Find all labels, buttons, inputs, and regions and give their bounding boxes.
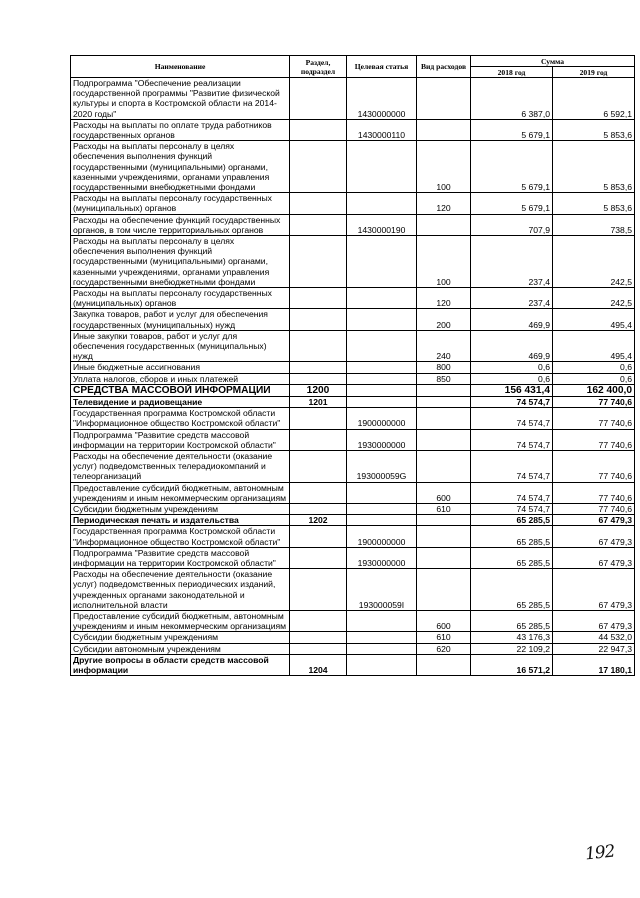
row-2019-cell: 495,4 bbox=[553, 309, 635, 330]
row-target-cell bbox=[347, 384, 417, 396]
row-section-cell bbox=[290, 569, 347, 611]
row-section-cell: 1204 bbox=[290, 654, 347, 675]
row-section-cell bbox=[290, 526, 347, 547]
row-target-cell: 1430000190 bbox=[347, 214, 417, 235]
row-kind-cell: 100 bbox=[417, 236, 471, 288]
row-name-cell: Субсидии автономным учреждениям bbox=[71, 643, 290, 654]
row-2019-cell: 5 853,6 bbox=[553, 119, 635, 140]
row-target-cell bbox=[347, 643, 417, 654]
row-2019-cell: 242,5 bbox=[553, 288, 635, 309]
row-section-cell: 1201 bbox=[290, 396, 347, 407]
row-2019-cell: 67 479,3 bbox=[553, 610, 635, 631]
row-section-cell bbox=[290, 330, 347, 362]
row-kind-cell: 240 bbox=[417, 330, 471, 362]
row-2018-cell: 74 574,7 bbox=[471, 408, 553, 429]
row-2019-cell: 0,6 bbox=[553, 362, 635, 373]
table-row bbox=[71, 643, 635, 654]
row-target-cell: 1900000000 bbox=[347, 526, 417, 547]
header-year-2019: 2019 год bbox=[553, 67, 635, 78]
row-2019-cell: 5 853,6 bbox=[553, 141, 635, 193]
row-2018-cell: 0,6 bbox=[471, 362, 553, 373]
row-2019-cell: 77 740,6 bbox=[553, 503, 635, 514]
row-2019-cell: 77 740,6 bbox=[553, 482, 635, 503]
header-sum: Сумма bbox=[471, 56, 635, 67]
row-section-cell bbox=[290, 193, 347, 214]
row-2018-cell: 5 679,1 bbox=[471, 119, 553, 140]
row-2019-cell: 242,5 bbox=[553, 236, 635, 288]
row-2018-cell: 16 571,2 bbox=[471, 654, 553, 675]
row-kind-cell: 850 bbox=[417, 373, 471, 384]
row-target-cell bbox=[347, 236, 417, 288]
row-2018-cell: 469,9 bbox=[471, 330, 553, 362]
table-row bbox=[71, 569, 635, 611]
row-2019-cell: 5 853,6 bbox=[553, 193, 635, 214]
row-section-cell bbox=[290, 632, 347, 643]
header-year-2018: 2018 год bbox=[471, 67, 553, 78]
row-kind-cell: 120 bbox=[417, 288, 471, 309]
row-target-cell: 1930000000 bbox=[347, 429, 417, 450]
row-2019-cell: 0,6 bbox=[553, 373, 635, 384]
row-2018-cell: 237,4 bbox=[471, 236, 553, 288]
row-target-cell: 193000059I bbox=[347, 569, 417, 611]
row-target-cell bbox=[347, 193, 417, 214]
table-row bbox=[71, 362, 635, 373]
row-2018-cell: 5 679,1 bbox=[471, 193, 553, 214]
row-kind-cell bbox=[417, 78, 471, 120]
table-row bbox=[71, 450, 635, 482]
table-row bbox=[71, 288, 635, 309]
table-row bbox=[71, 503, 635, 514]
row-target-cell bbox=[347, 362, 417, 373]
row-kind-cell bbox=[417, 569, 471, 611]
row-2019-cell: 67 479,3 bbox=[553, 515, 635, 526]
row-section-cell: 1202 bbox=[290, 515, 347, 526]
row-2019-cell: 67 479,3 bbox=[553, 569, 635, 611]
table-row bbox=[71, 547, 635, 568]
row-2019-cell: 6 592,1 bbox=[553, 78, 635, 120]
row-name-cell: Подпрограмма "Развитие средств массовой информации на территории Костромской области" bbox=[71, 429, 290, 450]
row-2019-cell: 162 400,0 bbox=[553, 384, 635, 396]
row-name-cell: Расходы на выплаты персоналу государственных (муниципальных) органов bbox=[71, 193, 290, 214]
row-name-cell: Расходы на выплаты персоналу в целях обеспечения выполнения функций государственными (муниципальными) органами, казенными учреждениями, органами управления государственными внебюджетными фондами bbox=[71, 141, 290, 193]
row-name-cell: Расходы на обеспечение деятельности (оказание услуг) подведомственных телерадиокомпаний и телеорганизаций bbox=[71, 450, 290, 482]
table-row bbox=[71, 526, 635, 547]
row-2019-cell: 44 532,0 bbox=[553, 632, 635, 643]
row-kind-cell: 120 bbox=[417, 193, 471, 214]
table-row bbox=[71, 141, 635, 193]
row-section-cell: 1200 bbox=[290, 384, 347, 396]
row-kind-cell bbox=[417, 119, 471, 140]
row-2018-cell: 74 574,7 bbox=[471, 429, 553, 450]
row-name-cell: Другие вопросы в области средств массовой информации bbox=[71, 654, 290, 675]
row-2018-cell: 0,6 bbox=[471, 373, 553, 384]
row-name-cell: СРЕДСТВА МАССОВОЙ ИНФОРМАЦИИ bbox=[71, 384, 290, 396]
row-2018-cell: 74 574,7 bbox=[471, 396, 553, 407]
row-2019-cell: 77 740,6 bbox=[553, 396, 635, 407]
row-name-cell: Подпрограмма "Обеспечение реализации государственной программы "Развитие физической культуры и спорта в Костромской области на 2014-2020 годы" bbox=[71, 78, 290, 120]
row-kind-cell bbox=[417, 450, 471, 482]
row-target-cell bbox=[347, 654, 417, 675]
row-target-cell: 1430000000 bbox=[347, 78, 417, 120]
row-section-cell bbox=[290, 429, 347, 450]
row-2019-cell: 17 180,1 bbox=[553, 654, 635, 675]
row-kind-cell bbox=[417, 515, 471, 526]
row-2019-cell: 77 740,6 bbox=[553, 408, 635, 429]
row-section-cell bbox=[290, 119, 347, 140]
row-2018-cell: 707,9 bbox=[471, 214, 553, 235]
row-2019-cell: 22 947,3 bbox=[553, 643, 635, 654]
row-target-cell bbox=[347, 482, 417, 503]
table-row bbox=[71, 309, 635, 330]
row-2018-cell: 43 176,3 bbox=[471, 632, 553, 643]
row-2018-cell: 65 285,5 bbox=[471, 515, 553, 526]
table-row bbox=[71, 654, 635, 675]
row-2018-cell: 5 679,1 bbox=[471, 141, 553, 193]
row-name-cell: Расходы на выплаты персоналу в целях обеспечения выполнения функций государственными (муниципальными) органами, казенными учреждениями, органами управления государственными внебюджетными фондами bbox=[71, 236, 290, 288]
row-name-cell: Закупка товаров, работ и услуг для обеспечения государственных (муниципальных) нужд bbox=[71, 309, 290, 330]
row-kind-cell bbox=[417, 526, 471, 547]
row-name-cell: Расходы на обеспечение функций государственных органов, в том числе территориальных органов bbox=[71, 214, 290, 235]
budget-table-container bbox=[70, 55, 634, 676]
row-2018-cell: 469,9 bbox=[471, 309, 553, 330]
row-section-cell bbox=[290, 450, 347, 482]
page-number: 192 bbox=[584, 841, 616, 865]
table-row bbox=[71, 78, 635, 120]
table-row bbox=[71, 482, 635, 503]
row-name-cell: Предоставление субсидий бюджетным, автономным учреждениям и иным некоммерческим организациям bbox=[71, 482, 290, 503]
row-target-cell: 1430000110 bbox=[347, 119, 417, 140]
row-2018-cell: 74 574,7 bbox=[471, 482, 553, 503]
row-2018-cell: 65 285,5 bbox=[471, 547, 553, 568]
header-target: Целевая статья bbox=[347, 56, 417, 78]
row-name-cell: Уплата налогов, сборов и иных платежей bbox=[71, 373, 290, 384]
row-target-cell bbox=[347, 373, 417, 384]
budget-table bbox=[70, 55, 635, 676]
row-2018-cell: 6 387,0 bbox=[471, 78, 553, 120]
row-kind-cell: 610 bbox=[417, 503, 471, 514]
table-row bbox=[71, 193, 635, 214]
table-row bbox=[71, 236, 635, 288]
row-section-cell bbox=[290, 141, 347, 193]
row-name-cell: Расходы на выплаты персоналу государственных (муниципальных) органов bbox=[71, 288, 290, 309]
row-kind-cell bbox=[417, 214, 471, 235]
row-target-cell bbox=[347, 610, 417, 631]
row-name-cell: Субсидии бюджетным учреждениям bbox=[71, 632, 290, 643]
table-row bbox=[71, 119, 635, 140]
row-kind-cell bbox=[417, 384, 471, 396]
row-2019-cell: 77 740,6 bbox=[553, 450, 635, 482]
table-row bbox=[71, 610, 635, 631]
row-2018-cell: 65 285,5 bbox=[471, 569, 553, 611]
row-section-cell bbox=[290, 408, 347, 429]
row-section-cell bbox=[290, 482, 347, 503]
table-row bbox=[71, 429, 635, 450]
header-name: Наименование bbox=[71, 56, 290, 78]
table-row bbox=[71, 632, 635, 643]
row-target-cell bbox=[347, 330, 417, 362]
row-2018-cell: 156 431,4 bbox=[471, 384, 553, 396]
row-name-cell: Периодическая печать и издательства bbox=[71, 515, 290, 526]
row-name-cell: Иные закупки товаров, работ и услуг для обеспечения государственных (муниципальных) нужд bbox=[71, 330, 290, 362]
table-row bbox=[71, 214, 635, 235]
row-section-cell bbox=[290, 547, 347, 568]
row-target-cell bbox=[347, 515, 417, 526]
row-2018-cell: 65 285,5 bbox=[471, 610, 553, 631]
header-section: Раздел, подраздел bbox=[290, 56, 347, 78]
row-section-cell bbox=[290, 373, 347, 384]
row-name-cell: Расходы на выплаты по оплате труда работников государственных органов bbox=[71, 119, 290, 140]
row-section-cell bbox=[290, 503, 347, 514]
row-section-cell bbox=[290, 643, 347, 654]
table-row bbox=[71, 330, 635, 362]
row-target-cell bbox=[347, 141, 417, 193]
row-kind-cell bbox=[417, 429, 471, 450]
row-2019-cell: 77 740,6 bbox=[553, 429, 635, 450]
table-row bbox=[71, 373, 635, 384]
row-kind-cell bbox=[417, 547, 471, 568]
table-row bbox=[71, 515, 635, 526]
row-kind-cell: 620 bbox=[417, 643, 471, 654]
row-section-cell bbox=[290, 309, 347, 330]
row-kind-cell: 100 bbox=[417, 141, 471, 193]
row-kind-cell: 600 bbox=[417, 610, 471, 631]
row-name-cell: Телевидение и радиовещание bbox=[71, 396, 290, 407]
row-kind-cell bbox=[417, 654, 471, 675]
row-target-cell bbox=[347, 288, 417, 309]
row-section-cell bbox=[290, 214, 347, 235]
table-body bbox=[71, 78, 635, 676]
row-kind-cell: 600 bbox=[417, 482, 471, 503]
row-section-cell bbox=[290, 288, 347, 309]
row-kind-cell: 800 bbox=[417, 362, 471, 373]
row-2018-cell: 74 574,7 bbox=[471, 450, 553, 482]
row-2018-cell: 237,4 bbox=[471, 288, 553, 309]
table-row bbox=[71, 396, 635, 407]
row-name-cell: Государственная программа Костромской области "Информационное общество Костромской области" bbox=[71, 408, 290, 429]
row-2019-cell: 67 479,3 bbox=[553, 526, 635, 547]
row-target-cell bbox=[347, 396, 417, 407]
row-name-cell: Расходы на обеспечение деятельности (оказание услуг) подведомственных периодических изданий, учрежденных органами законодательной и исполнительной власти bbox=[71, 569, 290, 611]
row-name-cell: Иные бюджетные ассигнования bbox=[71, 362, 290, 373]
row-2018-cell: 65 285,5 bbox=[471, 526, 553, 547]
row-target-cell: 1900000000 bbox=[347, 408, 417, 429]
table-row bbox=[71, 408, 635, 429]
row-target-cell bbox=[347, 309, 417, 330]
row-kind-cell: 610 bbox=[417, 632, 471, 643]
table-row bbox=[71, 384, 635, 396]
header-kind: Вид расходов bbox=[417, 56, 471, 78]
row-target-cell: 193000059G bbox=[347, 450, 417, 482]
row-name-cell: Государственная программа Костромской области "Информационное общество Костромской области" bbox=[71, 526, 290, 547]
row-kind-cell: 200 bbox=[417, 309, 471, 330]
row-2019-cell: 738,5 bbox=[553, 214, 635, 235]
row-name-cell: Подпрограмма "Развитие средств массовой информации на территории Костромской области" bbox=[71, 547, 290, 568]
row-kind-cell bbox=[417, 408, 471, 429]
row-2019-cell: 495,4 bbox=[553, 330, 635, 362]
row-target-cell: 1930000000 bbox=[347, 547, 417, 568]
row-section-cell bbox=[290, 610, 347, 631]
row-target-cell bbox=[347, 503, 417, 514]
row-target-cell bbox=[347, 632, 417, 643]
row-2019-cell: 67 479,3 bbox=[553, 547, 635, 568]
row-2018-cell: 22 109,2 bbox=[471, 643, 553, 654]
row-section-cell bbox=[290, 78, 347, 120]
row-kind-cell bbox=[417, 396, 471, 407]
row-section-cell bbox=[290, 236, 347, 288]
row-section-cell bbox=[290, 362, 347, 373]
row-name-cell: Предоставление субсидий бюджетным, автономным учреждениям и иным некоммерческим организациям bbox=[71, 610, 290, 631]
row-name-cell: Субсидии бюджетным учреждениям bbox=[71, 503, 290, 514]
row-2018-cell: 74 574,7 bbox=[471, 503, 553, 514]
